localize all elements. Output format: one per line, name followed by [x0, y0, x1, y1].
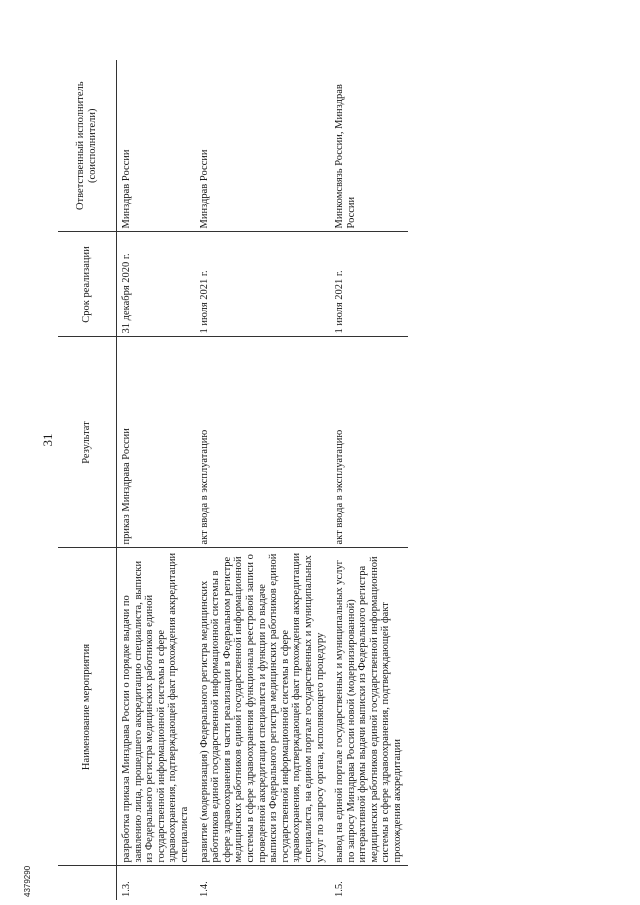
measure-name: разработка приказа Минздрава России о порядке выдачи по заявлению лица, прошедшего аккредитацию специалиста, выписки из Федерального регистра медицинских работников единой государственной информационной системы в сфере здравоохранения, подтверждающей факт прохождения аккредитации специалиста	[117, 548, 195, 866]
page-number: 31	[40, 433, 55, 447]
header-measure-name: Наименование мероприятия	[58, 548, 117, 866]
table-row	[195, 60, 331, 900]
header-term: Срок реализации	[58, 232, 117, 337]
row-number: 1.3.	[121, 881, 132, 897]
row-number: 1.5.	[334, 881, 346, 897]
table-row	[330, 60, 408, 900]
measure-term: 1 июля 2021 г.	[195, 232, 331, 337]
measure-responsible: Минкомсвязь России, Минздрав России	[330, 60, 408, 232]
measure-responsible: Минздрав России	[195, 60, 331, 232]
measure-result: акт ввода в эксплуатацию	[330, 337, 408, 548]
header-number	[58, 866, 117, 900]
measure-term: 31 декабря 2020 г.	[117, 232, 195, 337]
measure-term: 1 июля 2021 г.	[330, 232, 408, 337]
measure-name: развитие (модернизация) Федерального регистра медицинских работников единой государственной информационной системы в сфере здравоохранения в части реализации в Федеральном регистре медицинских работников единой государственной информационной системы в сфере здравоохранения функционала реестровой записи о проведенной аккредитации специалиста и функции по выдаче выписки из Федерального регистра медицинских работников единой государственной информационной системы в сфере здравоохранения, подтверждающей факт прохождения аккредитации специалиста, на едином портале государственных и муниципальных услуг по запросу органа, исполняющего процедуру	[195, 548, 331, 866]
measure-responsible: Минздрав России	[117, 60, 195, 232]
table-row	[117, 60, 195, 900]
header-responsible: Ответственный исполнитель (соисполнители)	[58, 60, 117, 232]
header-result: Результат	[58, 337, 117, 548]
measures-table	[58, 60, 408, 900]
document-id: 4379290	[23, 865, 32, 897]
row-number: 1.4.	[198, 881, 210, 897]
measure-name: вывод на единой портале государственных и муниципальных услуг по запросу Минздрава России новой (модернизированной) интерактивной формы выдачи выписки из Федерального регистра медицинских работников единой государственной информационной системы в сфере здравоохранения, подтверждающей факт прохождения аккредитации	[330, 548, 408, 866]
measure-result: приказ Минздрава России	[117, 337, 195, 548]
table-header-row	[58, 60, 117, 900]
measure-result: акт ввода в эксплуатацию	[195, 337, 331, 548]
